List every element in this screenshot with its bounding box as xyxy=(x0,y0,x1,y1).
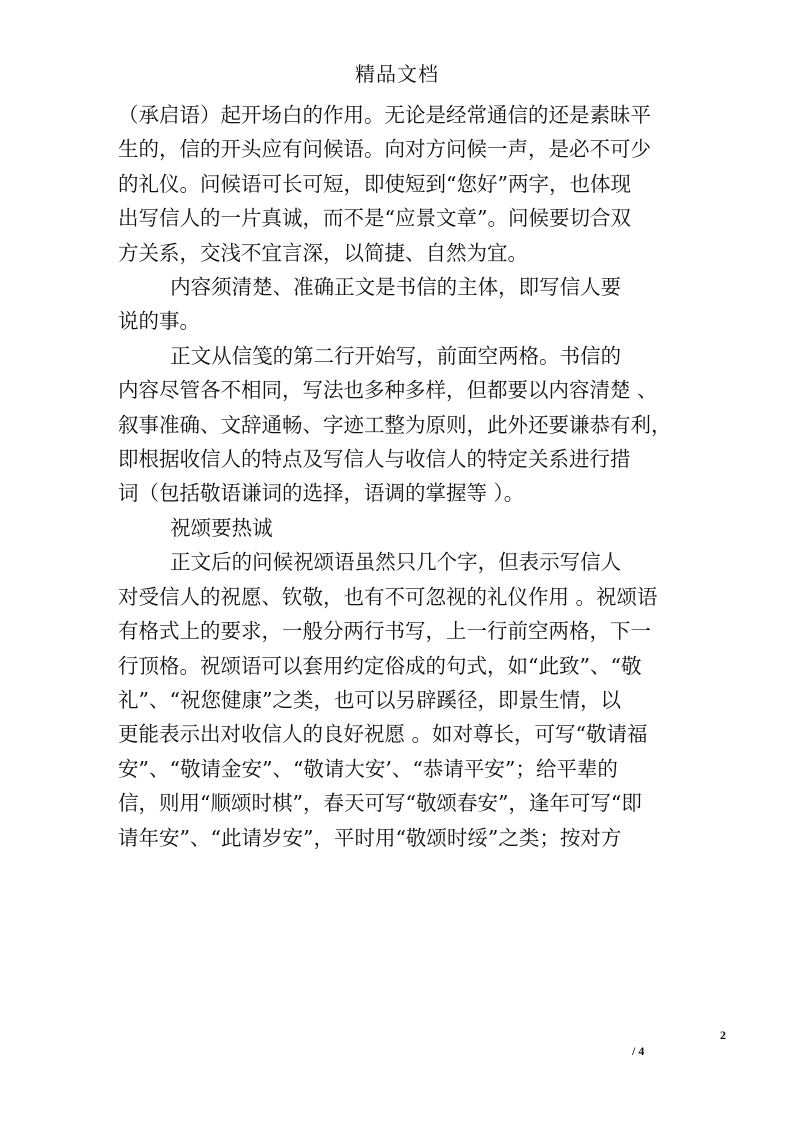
body-line: 叙事准确、文辞通畅、字迹工整为原则，此外还要谦恭有利， xyxy=(118,412,672,437)
document-header: 精品文档 xyxy=(355,62,439,86)
page-total: / 4 xyxy=(632,1044,645,1058)
body-line: 的礼仪。问候语可长可短，即使短到“您好”两字，也体现 xyxy=(118,171,631,196)
body-line: （承启语）起开场白的作用。无论是经常通信的还是素昧平 xyxy=(118,103,651,127)
body-line: 礼”、“祝您健康”之类，也可以另辟蹊径，即景生情，以 xyxy=(118,687,621,712)
body-line: 更能表示出对收信人的良好祝愿 。如对尊长，可写“敬请福 xyxy=(118,722,648,747)
body-line: 内容尽管各不相同，写法也多种多样，但都要以内容清楚 、 xyxy=(118,378,658,403)
body-line: 出写信人的一片真诚，而不是“应景文章”。问候要切合双 xyxy=(118,206,631,231)
body-line: 对受信人的祝愿、钦敬，也有不可忽视的礼仪作用 。祝颂语 xyxy=(118,584,658,609)
page-number: 2 xyxy=(720,1028,726,1042)
body-line: 即根据收信人的特点及写信人与收信人的特定关系进行措 xyxy=(118,447,631,472)
body-line: 安”、“敬请金安”、“敬请大安’、“恭请平安”；给平辈的 xyxy=(118,756,618,781)
body-line: 内容须清楚、准确正文是书信的主体，即写信人要 xyxy=(118,275,622,300)
body-line: 有格式上的要求，一般分两行书写，上一行前空两格，下一 xyxy=(118,619,651,644)
body-line: 词（包括敬语谦词的选择，语调的掌握等 ）。 xyxy=(118,481,525,506)
body-line: 生的，信的开头应有问候语。向对方问候一声，是必不可少 xyxy=(118,137,651,162)
body-line: 祝颂要热诚 xyxy=(118,515,273,540)
body-line: 行顶格。祝颂语可以套用约定俗成的句式，如“此致”、“敬 xyxy=(118,653,642,678)
body-line: 方关系，交浅不宜言深，以简捷、自然为宜。 xyxy=(118,240,528,265)
document-body xyxy=(118,98,678,855)
body-line: 正文后的问候祝颂语虽然只几个字，但表示写信人 xyxy=(118,550,622,575)
body-line: 请年安”、“此请岁安”，平时用“敬颂时绥”之类；按对方 xyxy=(118,825,622,850)
body-line: 说的事。 xyxy=(118,309,200,334)
body-line: 正文从信笺的第二行开始写，前面空两格。书信的 xyxy=(118,343,622,368)
body-line: 信，则用“顺颂时棋”，春天可写“敬颂春安”，逢年可写“即 xyxy=(118,791,642,816)
